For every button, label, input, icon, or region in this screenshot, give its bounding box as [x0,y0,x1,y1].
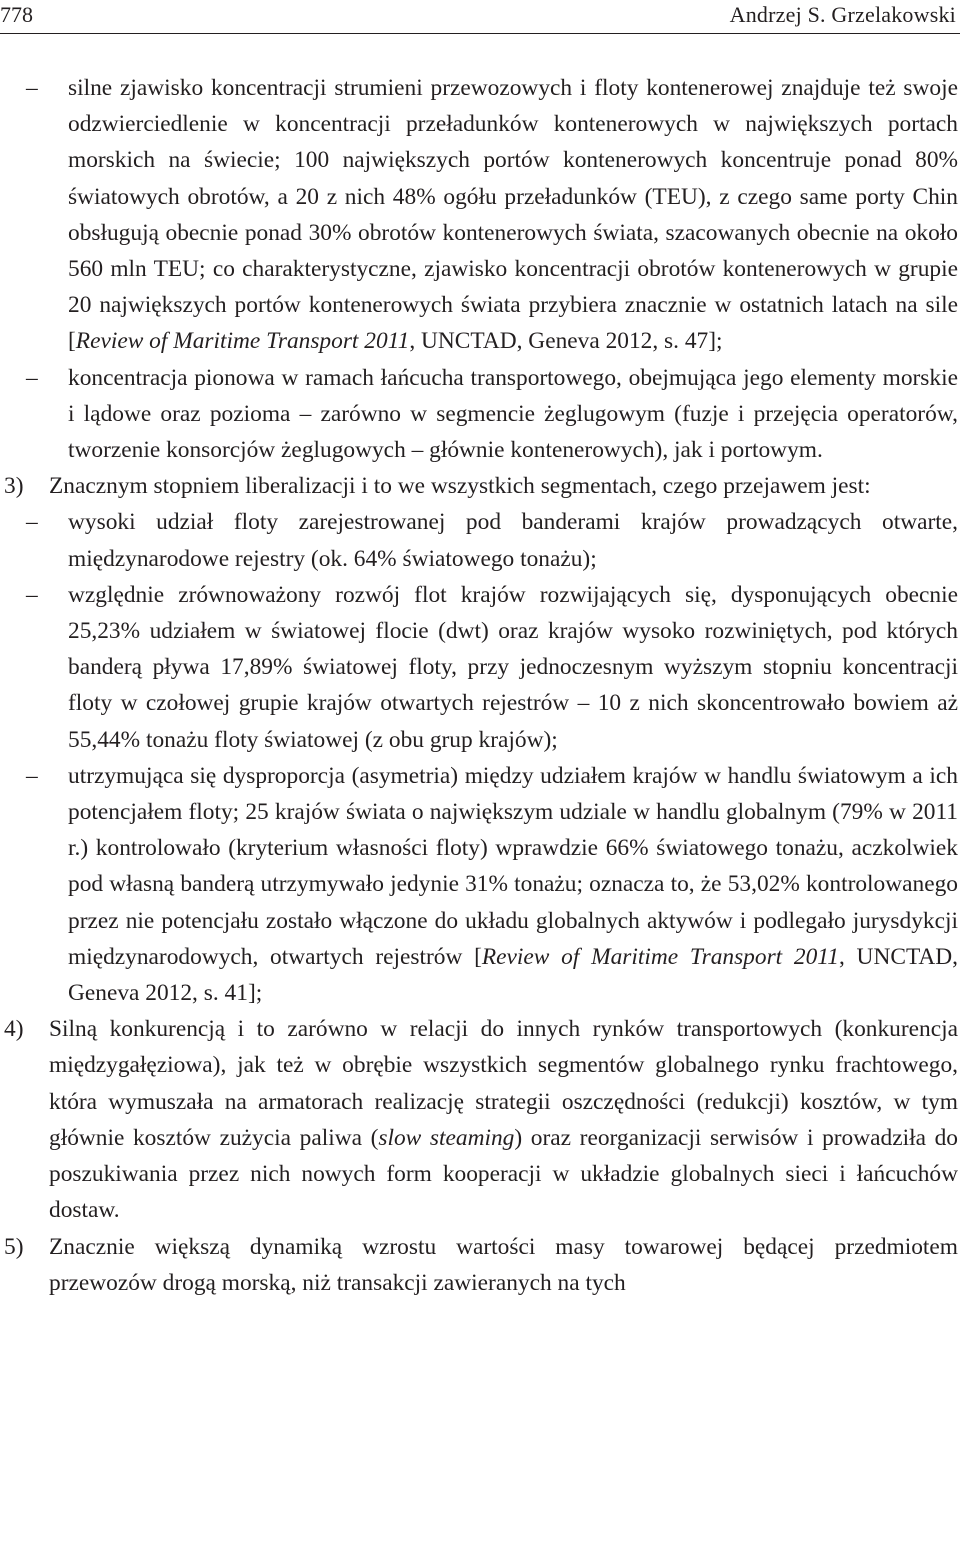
dash-marker: – [26,364,38,391]
numbered-item-5 [0,1229,958,1301]
dash-marker: – [26,75,38,101]
dash-marker: – [26,509,38,536]
italic-term: slow steaming [378,1124,515,1151]
paragraph-text: względnie zrównoważony rozwój flot krajów rozwijających się, dysponujących obecnie 25,23% udziałem w światowej flocie (dwt) oraz krajów wysoko rozwiniętych, pod których banderą pływa 17,89% światowej floty, przy jednoczesnym wyższym stopniu koncentracji floty w czołowej grupie krajów otwartych rejestrów – 10 z nich skoncentrowało bowiem aż 55,44% tonażu floty światowej (z obu grup krajów); [68,581,958,753]
paragraph-text: utrzymująca się dysproporcja (asymetria) między udziałem krajów w handlu światowym a ich potencjałem floty; 25 krajów świata o największym udziale w handlu globalnym (79% w 2011 r.) kontrolowało (kryterium własności floty) wprawdzie 66% światowego tonażu, aczkolwiek pod własną banderą utrzymywało jedynie 31% tonażu; oznacza to, że 53,02% kontrolowanego przez nie potencjału zostało włączone do układu globalnych aktywów i podlegało jurysdykcji międzynarodowych, otwartych rejestrów [ [68,762,958,970]
item-number: 5) [4,1233,24,1260]
page-number: 778 [0,2,33,27]
paragraph-text: Znacznym stopniem liberalizacji i to we wszystkich segmentach, czego przejawem jest: [49,473,871,500]
numbered-item-4 [0,1011,958,1228]
citation-source: , UNCTAD, Geneva 2012, s. 47]; [409,328,723,355]
paragraph-text-tail: ) oraz reorganizacji serwisów i prowadziła do poszukiwania przez nich nowych form kooperacji w układzie globalnych sieci i łańcuchów dostaw. [49,1124,958,1224]
dash-marker: – [26,581,38,608]
page-header [0,0,960,36]
list-item-trade-asymmetry [0,758,958,1011]
item-number: 3) [4,473,24,500]
paragraph-text: Znacznie większą dynamiką wzrostu wartości masy towarowej będącej przedmiotem przewozów drogą morską, niż transakcji zawieranych na tych [49,1233,958,1296]
paragraph-text: wysoki udział floty zarejestrowanej pod banderami krajów prowadzących otwarte, międzynarodowe rejestry (ok. 64% światowego tonażu); [68,509,958,572]
list-item-vertical-concentration [0,360,958,469]
header-rule [0,33,960,34]
list-item-fleet-development [0,577,958,758]
citation-title: Review of Maritime Transport 2011 [75,328,410,355]
paragraph-text: silne zjawisko koncentracji strumieni przewozowych i floty kontenerowej znajduje też swoje odzwierciedlenie w koncentracji przeładunków kontenerowych w największych portach morskich na świecie; 100 największych portów kontenerowych koncentruje ponad 80% światowych obrotów, a 20 z nich 48% ogółu przeładunków (TEU), z czego same porty Chin obsługują obecnie ponad 30% obrotów kontenerowych świata, szacowanych obecnie na około 560 mln TEU; co charakterystyczne, zjawisko koncentracji obrotów kontenerowych w grupie 20 największych portów kontenerowych świata przybiera znacznie w ostatnich latach na sile [ [68,75,958,355]
page-body [0,70,958,1301]
paragraph-text: Silną konkurencją i to zarówno w relacji do innych rynków transportowych (konkurencja międzygałęziowa), jak też w obrębie wszystkich segmentów globalnego rynku frachtowego, która wymuszała na armatorach realizację strategii oszczędności (redukcji) kosztów, w tym głównie kosztów zużycia paliwa ( [49,1016,958,1151]
paragraph-text: koncentracja pionowa w ramach łańcucha transportowego, obejmująca jego elementy morskie i lądowe oraz pozioma – zarówno w segmencie żeglugowym (fuzje i przejęcia operatorów, tworzenie konsorcjów żeglugowych – głównie kontenerowych), jak i portowym. [68,364,958,464]
item-number: 4) [4,1016,24,1043]
citation-source: , UNCTAD, Geneva 2012, s. 41]; [68,943,958,1007]
list-item-open-registers [0,504,958,576]
numbered-item-3 [0,468,958,504]
list-item-concentration-ports [0,70,958,360]
dash-marker: – [26,762,38,789]
citation-title: Review of Maritime Transport 2011 [481,943,839,970]
running-head-author: Andrzej S. Grzelakowski [729,2,956,27]
